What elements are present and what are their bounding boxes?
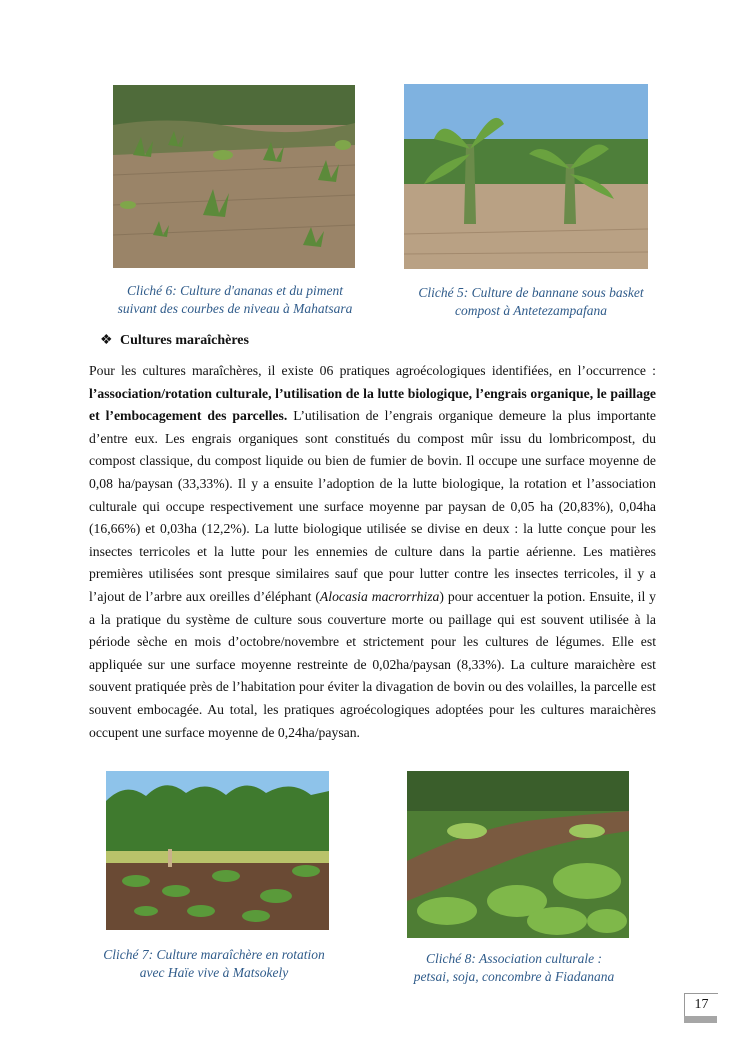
caption-line: petsai, soja, concombre à Fiadanana [413, 969, 615, 984]
photo-cliche-7 [106, 771, 329, 930]
paragraph-text: L’utilisation de l’engrais organique demeure la plus importante d’entre eux. Les engrais organiques sont constitués du compost mûr issu du lombricompost, du compost classique, du compost liquide ou bien de fumier de bovin. Il occupe une surface moyenne de 0,08 ha/paysan (33,33%). Il y a ensuite l’adoption de la lutte biologique, la rotation et l’association culturale qui occupe respectivement une surface moyenne par paysan de 0,05 ha (20,83%), 0,04ha (16,66%) et 0,03ha (12,2%). La lutte biologique utilisée se divise en deux : la lutte conçue pour les insectes terricoles et la lutte pour les ennemies de culture dans la partie aérienne. Les matières premières utilisées sont presque similaires sauf que pour lutter contre les insectes terricoles, il y a l’ajout de l’arbre aux oreilles d’éléphant ( [89, 408, 656, 604]
species-name: Alocasia macrorrhiza [319, 588, 440, 604]
caption-line: Cliché 8: Association culturale : [426, 951, 602, 966]
page-number: 17 [684, 993, 718, 1016]
diamond-bullet-icon: ❖ [100, 333, 113, 348]
photo-cliche-6 [113, 85, 355, 268]
caption-line: Cliché 6: Culture d'ananas et du piment [126, 283, 344, 298]
caption-line: Cliché 5: Culture de bannane sous basket [418, 285, 644, 300]
page-number-bar [684, 1016, 717, 1023]
caption-line: compost à Antetezampafana [455, 303, 607, 318]
photo-cliche-5 [404, 84, 648, 269]
caption-cliche-6 [95, 282, 375, 318]
photo-cliche-8 [407, 771, 629, 938]
caption-cliche-5 [393, 284, 669, 320]
caption-line: avec Haïe vive à Matsokely [139, 965, 289, 980]
section-heading [100, 332, 249, 349]
body-paragraph [89, 360, 656, 744]
caption-cliche-8 [380, 950, 648, 986]
paragraph-text: Pour les cultures maraîchères, il existe 06 pratiques agroécologiques identifiées, en l’occurrence : [89, 363, 656, 378]
section-heading-text: Cultures maraîchères [120, 333, 249, 348]
paragraph-text: ) pour accentuer la potion. Ensuite, il y a la pratique du système de culture sous couverture morte ou paillage qui est souvent utilisée à la période sèche en mois d’octobre/novembre et strictement pour les cultures de légumes. Elle est appliquée sur une surface moyenne restreinte de 0,02ha/paysan (8,33%). La culture maraichère est souvent pratiquée près de l’habitation pour éviter la divagation de bovin ou des volailles, la parcelle est souvent embocagée. Au total, les pratiques agroécologiques adoptées pour les cultures maraichères occupent une surface moyenne de 0,24ha/paysan. [89, 588, 656, 740]
caption-line: Cliché 7: Culture maraîchère en rotation [103, 947, 325, 962]
paragraph-bold-text: l’association/rotation culturale, l’utilisation de la lutte biologique, l’engrais organique, le paillage et l’embocagement des parcelles. [89, 385, 656, 424]
caption-line: suivant des courbes de niveau à Mahatsara [117, 301, 353, 316]
caption-cliche-7 [77, 946, 351, 982]
